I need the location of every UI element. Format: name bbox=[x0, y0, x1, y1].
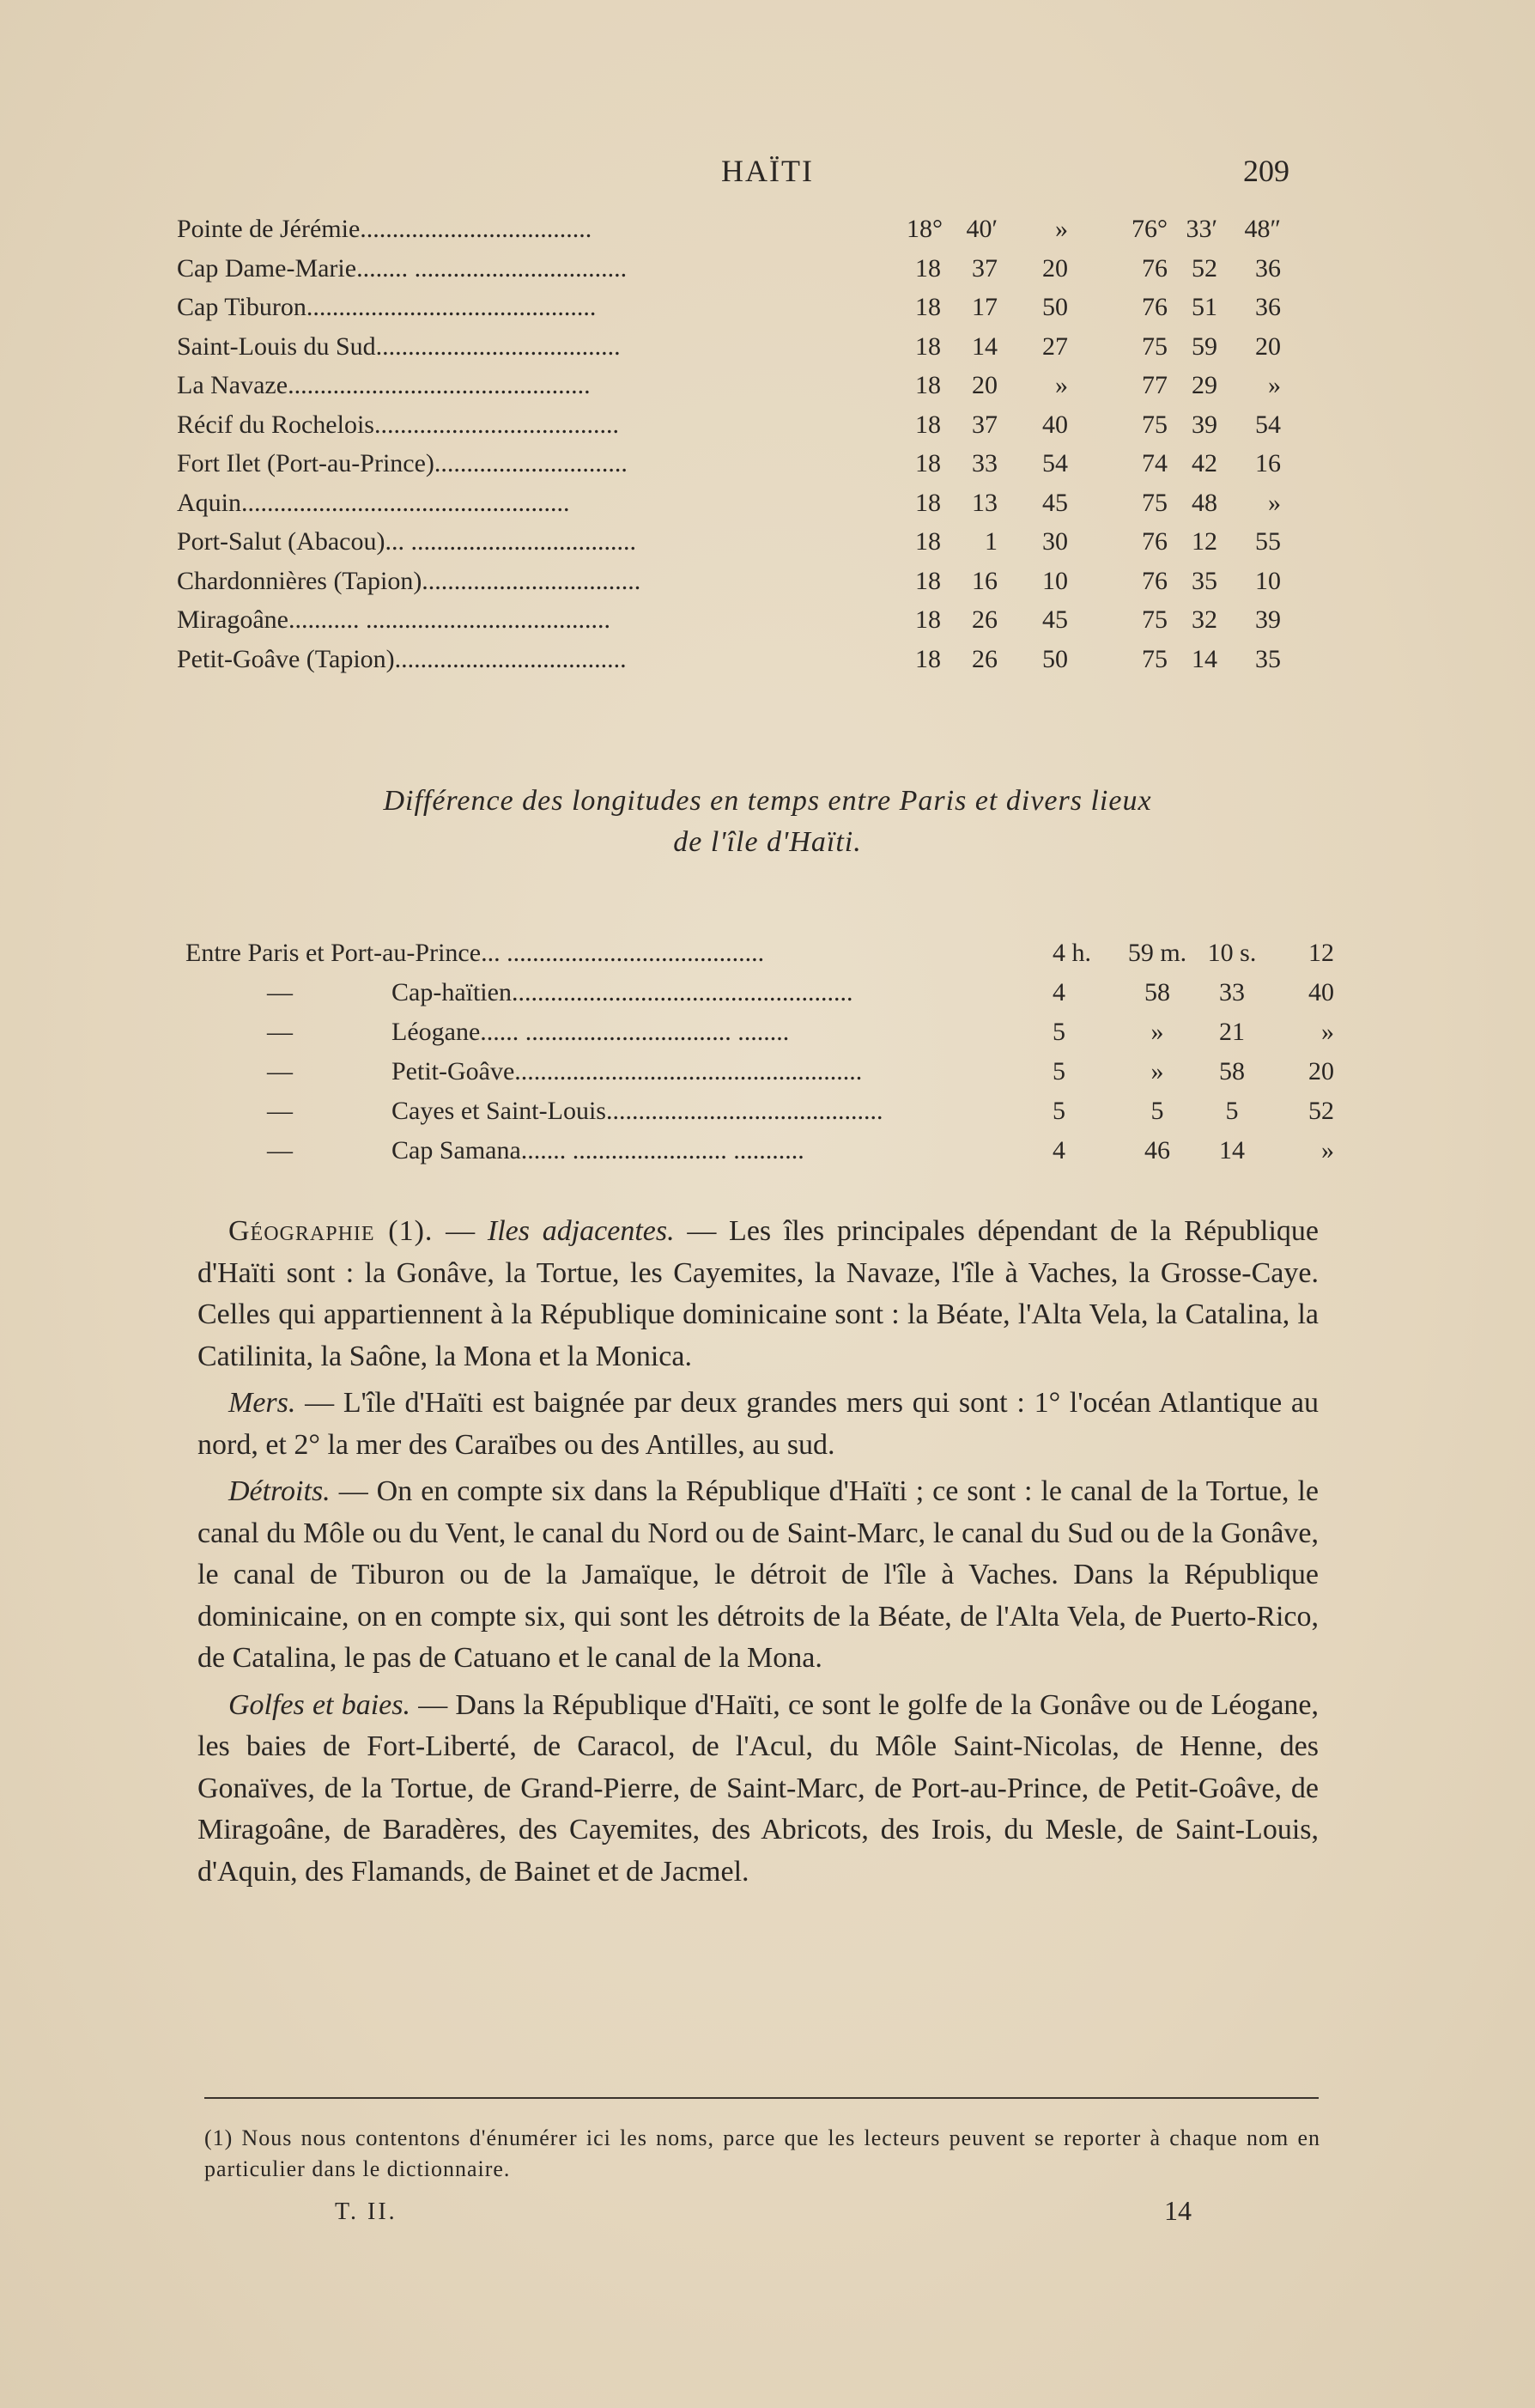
geo-sub: Iles adjacentes. bbox=[487, 1215, 675, 1247]
coordinate-lon-sec: » bbox=[1268, 488, 1281, 517]
coordinate-sec: 54 bbox=[1042, 449, 1068, 477]
detroits-text: — On en compte six dans la République d'Haïti ; ce sont : le canal de la Tortue, le canal du Môle ou du Vent, le canal du Nord ou de Saint-Marc, le canal du Sud ou de la Gonâve, le canal de Tiburon ou de la Jamaïque, le détroit de l'île à Vaches. Dans la République dominicaine, on en compte six, qui sont les détroits de la Béate, de l'Alta Vela, de Puerto-Rico, de Catalina, le pas de Catuano et le canal de la Mona. bbox=[197, 1475, 1319, 1674]
coordinate-lon-sec: 48″ bbox=[1244, 215, 1281, 243]
minutes-value: » bbox=[1150, 1057, 1164, 1085]
coordinate-lon-deg: 75 bbox=[1142, 644, 1168, 673]
ditto-dash: — bbox=[267, 978, 293, 1006]
hours-value: 5 bbox=[1053, 1057, 1065, 1085]
ditto-dash: — bbox=[267, 1097, 293, 1125]
coordinate-lon-sec: » bbox=[1268, 371, 1281, 399]
minutes-value: 46 bbox=[1144, 1136, 1170, 1164]
coordinate-sec: 27 bbox=[1042, 331, 1068, 361]
seconds-value: 5 bbox=[1225, 1097, 1239, 1125]
coordinate-name: Port-Salut (Abacou)... ................................... bbox=[177, 527, 636, 556]
ditto-dash: — bbox=[267, 1136, 293, 1164]
seconds-value: 58 bbox=[1219, 1057, 1245, 1085]
coordinate-deg: 18 bbox=[915, 371, 941, 399]
paragraph-golfes bbox=[197, 1685, 1319, 1894]
coordinate-lon-sec: 10 bbox=[1255, 566, 1281, 595]
place-name: Entre Paris et Port-au-Prince... ........................................ bbox=[185, 939, 765, 967]
coordinate-deg: 18 bbox=[915, 449, 941, 477]
tierces-value: 52 bbox=[1308, 1097, 1334, 1125]
coordinate-lon-deg: 74 bbox=[1142, 449, 1168, 477]
coordinate-lon-deg: 76 bbox=[1142, 253, 1168, 283]
coordinate-lon-min: 29 bbox=[1192, 371, 1217, 399]
coordinate-deg: 18° bbox=[907, 215, 943, 243]
page-number: 209 bbox=[1243, 154, 1289, 188]
coordinate-min: 37 bbox=[972, 410, 998, 439]
coordinate-min: 40′ bbox=[966, 215, 998, 243]
coordinate-name: La Navaze............................................... bbox=[177, 371, 591, 399]
tierces-value: 12 bbox=[1308, 939, 1334, 967]
paragraph-geographie: Géographie (1). — Iles adjacentes. — Les îles principales dépendant de la République d'Haïti sont : la Gonâve, la Tortue, les Cayemites, la Navaze, l'île à Vaches, la Grosse-Caye. Celles qui appartiennent à la République dominicaine sont : la Béate, l'Alta Vela, la Catalina, la Catilinita, la Saône, la Mona et la Monica. bbox=[197, 1215, 1319, 1372]
coordinate-name: Saint-Louis du Sud...................................... bbox=[177, 331, 621, 361]
coordinate-deg: 18 bbox=[915, 253, 941, 283]
coordinate-lon-min: 59 bbox=[1192, 331, 1217, 361]
hours-value: 5 bbox=[1053, 1018, 1065, 1046]
coordinate-sec: 50 bbox=[1042, 293, 1068, 321]
running-header-title: HAÏTI bbox=[721, 154, 814, 188]
footnote: (1) Nous nous contentons d'énumérer ici les noms, parce que les lecteurs peuvent se reporter à chaque nom en particulier dans le dictionnaire. bbox=[204, 2125, 1320, 2181]
coordinate-deg: 18 bbox=[915, 644, 941, 673]
ditto-dash: — bbox=[267, 1057, 293, 1085]
tierces-value: 20 bbox=[1308, 1057, 1334, 1085]
seconds-value: 21 bbox=[1219, 1018, 1245, 1046]
seconds-value: 33 bbox=[1219, 978, 1245, 1006]
ditto-dash: — bbox=[267, 1018, 293, 1046]
coordinate-deg: 18 bbox=[915, 488, 941, 517]
geo-text: — Les îles principales dépendant de la République d'Haïti sont : la Gonâve, la Tortue, les Cayemites, la Navaze, l'île à Vaches, la Grosse-Caye. Celles qui appartiennent à la République dominicaine sont : la Béate, l'Alta Vela, la Catalina, la Catilinita, la Saône, la Mona et la Monica. bbox=[197, 1215, 1319, 1372]
coordinate-name: Petit-Goâve (Tapion).................................... bbox=[177, 644, 627, 673]
place-name: Cap-haïtien..................................................... bbox=[391, 978, 853, 1006]
hours-value: 5 bbox=[1053, 1097, 1065, 1125]
coordinate-lon-sec: 16 bbox=[1255, 449, 1281, 477]
signature-sheet: 14 bbox=[1164, 2195, 1192, 2226]
seconds-value: 14 bbox=[1219, 1136, 1245, 1164]
coordinate-lon-min: 33′ bbox=[1186, 215, 1217, 243]
place-name: Petit-Goâve...................................................... bbox=[391, 1057, 863, 1085]
coordinate-name: Aquin................................................... bbox=[177, 488, 570, 517]
caption-line-2: de l'île d'Haïti. bbox=[673, 826, 862, 858]
mers-label: Mers. bbox=[228, 1387, 296, 1419]
coordinate-lon-deg: 77 bbox=[1142, 371, 1168, 399]
coordinate-deg: 18 bbox=[915, 331, 941, 361]
coordinate-min: 17 bbox=[972, 293, 998, 321]
paragraph-mers bbox=[197, 1383, 1319, 1466]
coordinate-name: Chardonnières (Tapion).................................. bbox=[177, 566, 641, 595]
golfes-text: — Dans la République d'Haïti, ce sont le golfe de la Gonâve ou de Léogane, les baies de Fort-Liberté, de Caracol, de l'Acul, du Môle Saint-Nicolas, de Henne, des Gonaïves, de la Tortue, de Grand-Pierre, de Saint-Marc, de Port-au-Prince, de Petit-Goâve, de Miragoâne, de Baradères, des Cayemites, des Abricots, des Irois, du Mesle, de Saint-Louis, d'Aquin, des Flamands, de Bainet et de Jacmel. bbox=[197, 1688, 1320, 1888]
detroits-label: Détroits. bbox=[228, 1475, 331, 1507]
footnote-rule bbox=[204, 2097, 1319, 2099]
coordinate-lon-min: 52 bbox=[1192, 253, 1217, 283]
caption-line-1: Différence des longitudes en temps entre Paris et divers lieux bbox=[383, 785, 1152, 817]
tierces-value: 40 bbox=[1308, 978, 1334, 1006]
coordinate-lon-min: 32 bbox=[1192, 605, 1217, 634]
coordinate-lon-sec: 36 bbox=[1255, 253, 1281, 283]
hours-value: 4 bbox=[1053, 978, 1065, 1006]
coordinate-lon-sec: 35 bbox=[1255, 644, 1281, 673]
coordinate-sec: 45 bbox=[1042, 605, 1068, 634]
coordinate-min: 14 bbox=[972, 331, 998, 361]
coordinate-lon-deg: 75 bbox=[1142, 605, 1168, 634]
tierces-value: » bbox=[1321, 1136, 1334, 1164]
coordinate-min: 16 bbox=[972, 566, 998, 595]
tierces-value: » bbox=[1321, 1018, 1334, 1046]
coordinate-lon-min: 12 bbox=[1192, 527, 1217, 556]
geo-label: Géographie (1). bbox=[228, 1215, 434, 1247]
coordinate-lon-deg: 75 bbox=[1142, 488, 1168, 517]
signature-volume: T. II. bbox=[335, 2198, 397, 2225]
coordinate-sec: 40 bbox=[1042, 410, 1068, 439]
seconds-value: 10 s. bbox=[1207, 939, 1257, 967]
place-name: Léogane...... ................................ ........ bbox=[391, 1018, 790, 1046]
coordinate-min: 13 bbox=[972, 488, 998, 517]
coordinate-sec: » bbox=[1055, 215, 1068, 243]
coordinate-lon-sec: 54 bbox=[1255, 410, 1281, 439]
coordinate-deg: 18 bbox=[915, 410, 941, 439]
minutes-value: » bbox=[1150, 1018, 1164, 1046]
mers-text: — L'île d'Haïti est baignée par deux grandes mers qui sont : 1° l'océan Atlantique au nord, et 2° la mer des Caraïbes ou des Antilles, au sud. bbox=[197, 1387, 1320, 1461]
coordinate-min: 26 bbox=[972, 605, 998, 634]
place-name: Cap Samana....... ........................ ........... bbox=[391, 1136, 804, 1164]
body-text bbox=[197, 1211, 1319, 1898]
coordinate-lon-sec: 36 bbox=[1255, 293, 1281, 321]
paragraph-detroits bbox=[197, 1471, 1319, 1680]
coordinate-name: Pointe de Jérémie.................................... bbox=[177, 215, 592, 243]
coordinate-min: 26 bbox=[972, 644, 998, 673]
coordinate-name: Cap Tiburon............................................. bbox=[177, 293, 597, 321]
coordinate-name: Récif du Rochelois...................................... bbox=[177, 410, 619, 439]
coordinate-sec: 30 bbox=[1042, 527, 1068, 556]
coordinate-lon-deg: 75 bbox=[1142, 410, 1168, 439]
coordinate-lon-sec: 55 bbox=[1255, 527, 1281, 556]
coordinate-lon-min: 39 bbox=[1192, 410, 1217, 439]
place-name: Cayes et Saint-Louis........................................... bbox=[391, 1097, 883, 1125]
minutes-value: 59 m. bbox=[1127, 939, 1187, 967]
coordinate-name: Fort Ilet (Port-au-Prince).............................. bbox=[177, 449, 628, 477]
coordinate-sec: 45 bbox=[1042, 488, 1068, 517]
coordinate-name: Miragoâne........... ...................................... bbox=[177, 605, 610, 634]
coordinate-sec: 20 bbox=[1042, 253, 1068, 283]
coordinate-lon-min: 51 bbox=[1192, 293, 1217, 321]
golfes-label: Golfes et baies. bbox=[228, 1688, 410, 1721]
coordinate-lon-deg: 76° bbox=[1132, 215, 1168, 243]
coordinate-deg: 18 bbox=[915, 293, 941, 321]
coordinate-min: 33 bbox=[972, 449, 998, 477]
coordinate-lon-min: 14 bbox=[1192, 644, 1217, 673]
coordinate-lon-min: 42 bbox=[1192, 449, 1217, 477]
coordinate-sec: 10 bbox=[1042, 566, 1068, 595]
coordinate-lon-min: 48 bbox=[1192, 488, 1217, 517]
coordinate-lon-deg: 76 bbox=[1142, 527, 1168, 556]
coordinate-min: 20 bbox=[972, 371, 998, 399]
coordinate-min: 1 bbox=[985, 527, 998, 556]
coordinate-lon-sec: 39 bbox=[1255, 605, 1281, 634]
coordinate-deg: 18 bbox=[915, 566, 941, 595]
minutes-value: 5 bbox=[1150, 1097, 1164, 1125]
coordinate-lon-sec: 20 bbox=[1255, 331, 1281, 361]
hours-value: 4 bbox=[1053, 1136, 1065, 1164]
coordinate-deg: 18 bbox=[915, 605, 941, 634]
coordinate-lon-min: 35 bbox=[1192, 566, 1217, 595]
coordinate-sec: 50 bbox=[1042, 644, 1068, 673]
coordinate-min: 37 bbox=[972, 253, 998, 283]
hours-value: 4 h. bbox=[1053, 939, 1091, 967]
coordinate-lon-deg: 75 bbox=[1142, 331, 1168, 361]
coordinate-name: Cap Dame-Marie........ ................................. bbox=[177, 253, 628, 283]
coordinate-sec: » bbox=[1055, 371, 1068, 399]
minutes-value: 58 bbox=[1144, 978, 1170, 1006]
coordinate-lon-deg: 76 bbox=[1142, 293, 1168, 321]
coordinate-deg: 18 bbox=[915, 527, 941, 556]
coordinate-lon-deg: 76 bbox=[1142, 566, 1168, 595]
